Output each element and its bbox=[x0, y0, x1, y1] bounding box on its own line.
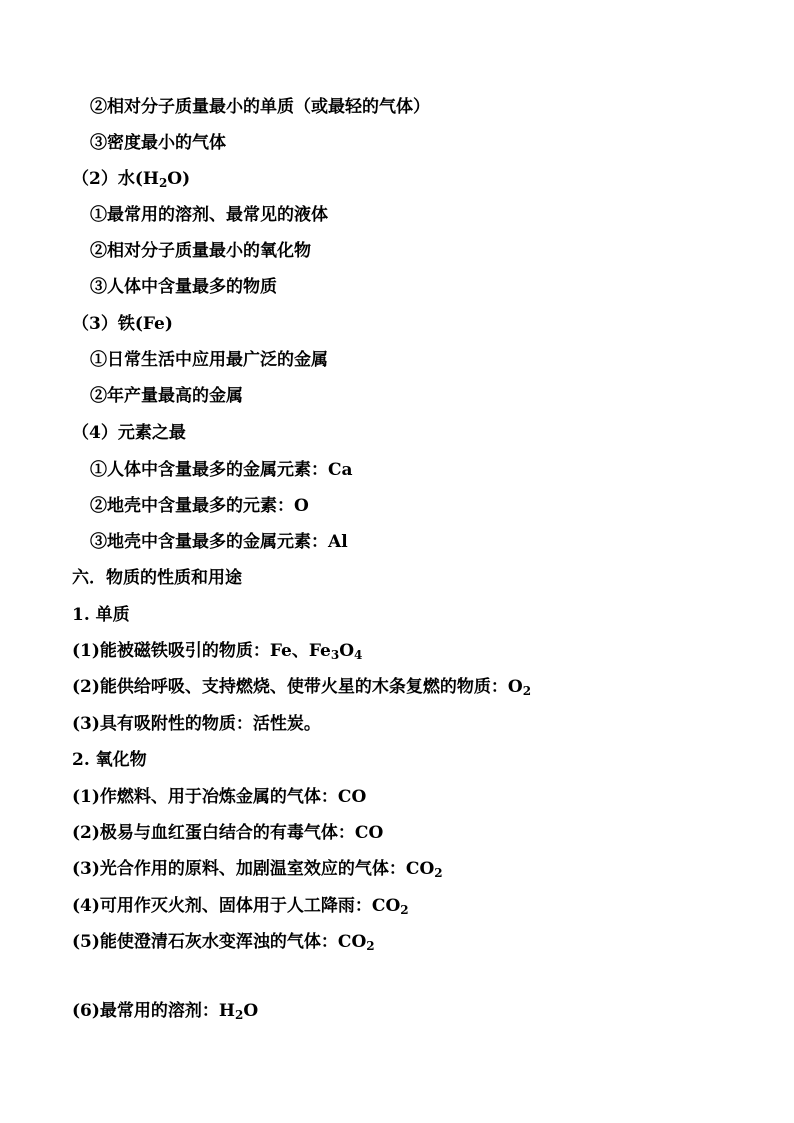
section-heading bbox=[72, 422, 186, 444]
line-text-tail: O) bbox=[167, 169, 191, 189]
text-line bbox=[72, 676, 531, 702]
text-line bbox=[90, 459, 353, 481]
text-line bbox=[72, 713, 321, 735]
section-heading bbox=[72, 749, 147, 771]
line-text: (4)可用作灭火剂、固体用于人工降雨：CO bbox=[72, 896, 401, 916]
text-line bbox=[72, 931, 375, 957]
line-text: (2)能供给呼吸、支持燃烧、使带火星的木条复燃的物质：O bbox=[72, 677, 523, 697]
line-text: ③地壳中含量最多的金属元素：Al bbox=[90, 532, 348, 552]
text-line bbox=[72, 1000, 258, 1026]
text-line bbox=[72, 786, 366, 808]
line-text: ②地壳中含量最多的元素：O bbox=[90, 496, 309, 516]
line-text: ②年产量最高的金属 bbox=[90, 386, 243, 406]
text-line bbox=[90, 204, 328, 226]
text-line bbox=[72, 822, 383, 844]
section-heading bbox=[72, 313, 173, 335]
chapter-heading bbox=[72, 567, 242, 589]
subscript: 2 bbox=[522, 684, 532, 698]
text-line bbox=[90, 531, 348, 553]
line-text: (1)能被磁铁吸引的物质：Fe、Fe bbox=[72, 641, 331, 661]
line-text: (2)极易与血红蛋白结合的有毒气体：CO bbox=[72, 823, 384, 843]
text-line bbox=[72, 858, 443, 884]
text-line bbox=[90, 385, 243, 407]
text-line bbox=[90, 96, 430, 118]
subscript: 2 bbox=[158, 176, 168, 190]
line-text: 2. 氧化物 bbox=[72, 750, 147, 770]
text-line bbox=[72, 640, 362, 666]
line-text: （2）水(H bbox=[72, 169, 159, 189]
text-line bbox=[72, 895, 409, 921]
section-heading bbox=[72, 168, 190, 194]
text-line bbox=[90, 240, 311, 262]
line-text: ①人体中含量最多的金属元素：Ca bbox=[90, 460, 353, 480]
subscript: 2 bbox=[366, 939, 375, 953]
line-text-tail: O bbox=[243, 1001, 259, 1021]
subscript: 2 bbox=[234, 1008, 244, 1022]
line-text: (6)最常用的溶剂：H bbox=[72, 1001, 235, 1021]
line-text: (3)具有吸附性的物质：活性炭。 bbox=[72, 714, 321, 734]
line-text: ①日常生活中应用最广泛的金属 bbox=[90, 350, 328, 370]
text-line bbox=[90, 276, 277, 298]
line-text: (3)光合作用的原料、加剧温室效应的气体：CO bbox=[72, 859, 435, 879]
line-text: ①最常用的溶剂、最常见的液体 bbox=[90, 205, 328, 225]
subscript: 3 bbox=[330, 648, 340, 662]
line-text: ③密度最小的气体 bbox=[90, 133, 226, 153]
line-text: （4）元素之最 bbox=[72, 423, 186, 443]
line-text: 1. 单质 bbox=[72, 605, 130, 625]
line-text-tail: O bbox=[339, 641, 354, 661]
line-text: ③人体中含量最多的物质 bbox=[90, 277, 277, 297]
text-line bbox=[90, 132, 226, 154]
subscript: 4 bbox=[354, 648, 363, 662]
text-line bbox=[90, 495, 309, 517]
line-text: ②相对分子质量最小的氧化物 bbox=[90, 241, 311, 261]
line-text: (1)作燃料、用于冶炼金属的气体：CO bbox=[72, 787, 367, 807]
subscript: 2 bbox=[400, 903, 409, 917]
text-line bbox=[90, 349, 328, 371]
subscript: 2 bbox=[434, 866, 443, 880]
line-text: (5)能使澄清石灰水变浑浊的气体：CO bbox=[72, 932, 367, 952]
line-text: 六．物质的性质和用途 bbox=[72, 568, 242, 588]
section-heading bbox=[72, 604, 130, 626]
line-text: ②相对分子质量最小的单质（或最轻的气体） bbox=[90, 97, 430, 117]
line-text: （3）铁(Fe) bbox=[72, 314, 173, 334]
